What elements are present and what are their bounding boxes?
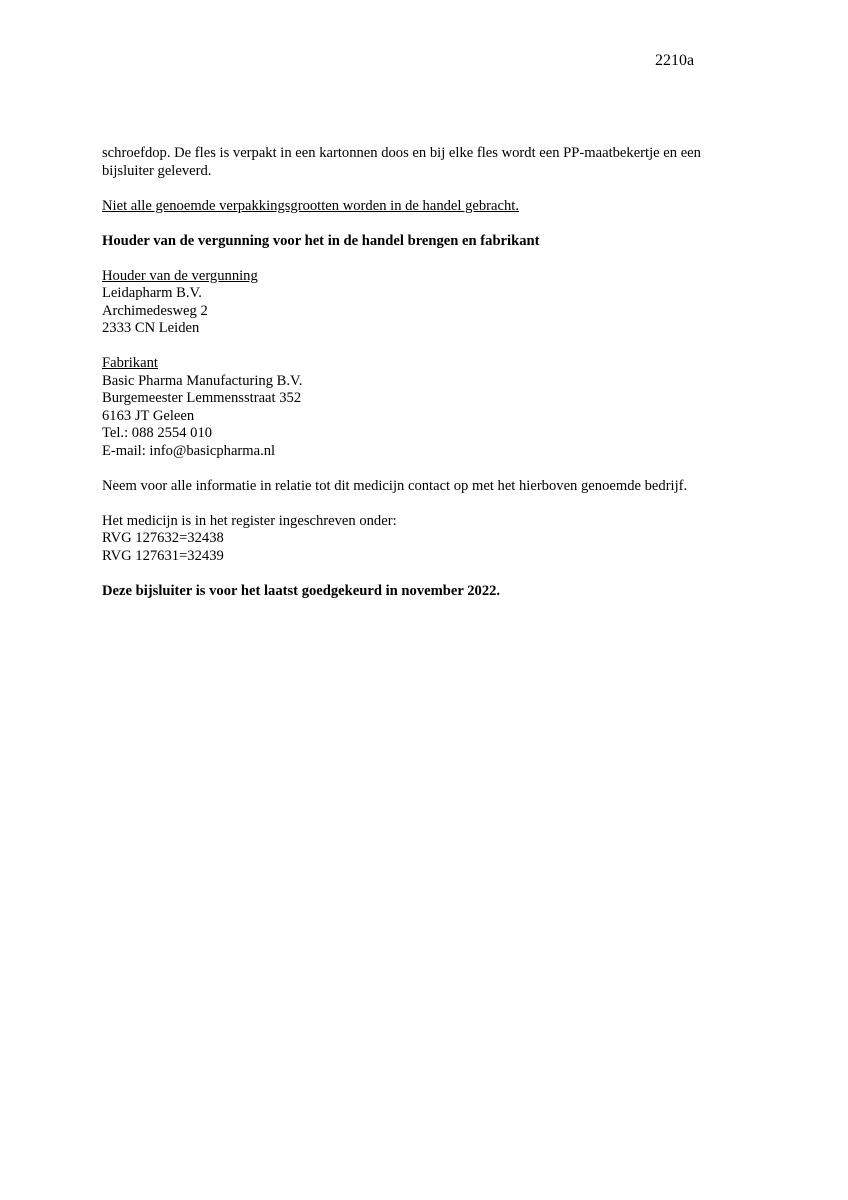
registration-number: RVG 127631=32439 <box>102 547 224 564</box>
license-holder-block <box>102 268 762 338</box>
license-holder-label: Houder van de vergunning <box>102 267 258 284</box>
document-body <box>102 145 762 618</box>
manufacturer-city: 6163 JT Geleen <box>102 407 195 424</box>
license-holder-street: Archimedesweg 2 <box>102 302 208 319</box>
license-holder-name: Leidapharm B.V. <box>102 285 202 301</box>
page-number: 2210a <box>655 52 695 69</box>
packaging-line: schroefdop. De fles is verpakt in een kartonnen doos en bij elke fles wordt een PP-maatbekertje en een <box>102 145 701 161</box>
registration-intro: Het medicijn is in het register ingeschreven onder: <box>102 512 397 529</box>
manufacturer-block <box>102 355 762 460</box>
manufacturer-phone: Tel.: 088 2554 010 <box>102 425 213 441</box>
packaging-description <box>102 145 762 180</box>
contact-block <box>102 478 762 496</box>
packaging-line: bijsluiter geleverd. <box>102 162 212 179</box>
packaging-note-block <box>102 198 762 216</box>
holder-section-heading-block <box>102 233 762 251</box>
packaging-note: Niet alle genoemde verpakkingsgrootten worden in de handel gebracht. <box>102 197 519 214</box>
registration-number: RVG 127632=32438 <box>102 530 224 546</box>
approval-block <box>102 583 762 601</box>
manufacturer-label: Fabrikant <box>102 355 158 371</box>
license-holder-city: 2333 CN Leiden <box>102 320 200 336</box>
manufacturer-street: Burgemeester Lemmensstraat 352 <box>102 390 302 406</box>
manufacturer-email: E-mail: info@basicpharma.nl <box>102 442 276 459</box>
manufacturer-name: Basic Pharma Manufacturing B.V. <box>102 372 303 389</box>
registration-block <box>102 513 762 566</box>
approval-date-text: Deze bijsluiter is voor het laatst goedgekeurd in november 2022. <box>102 582 501 599</box>
section-heading: Houder van de vergunning voor het in de handel brengen en fabrikant <box>102 232 540 249</box>
contact-text: Neem voor alle informatie in relatie tot dit medicijn contact op met het hierboven genoemde bedrijf. <box>102 477 688 494</box>
